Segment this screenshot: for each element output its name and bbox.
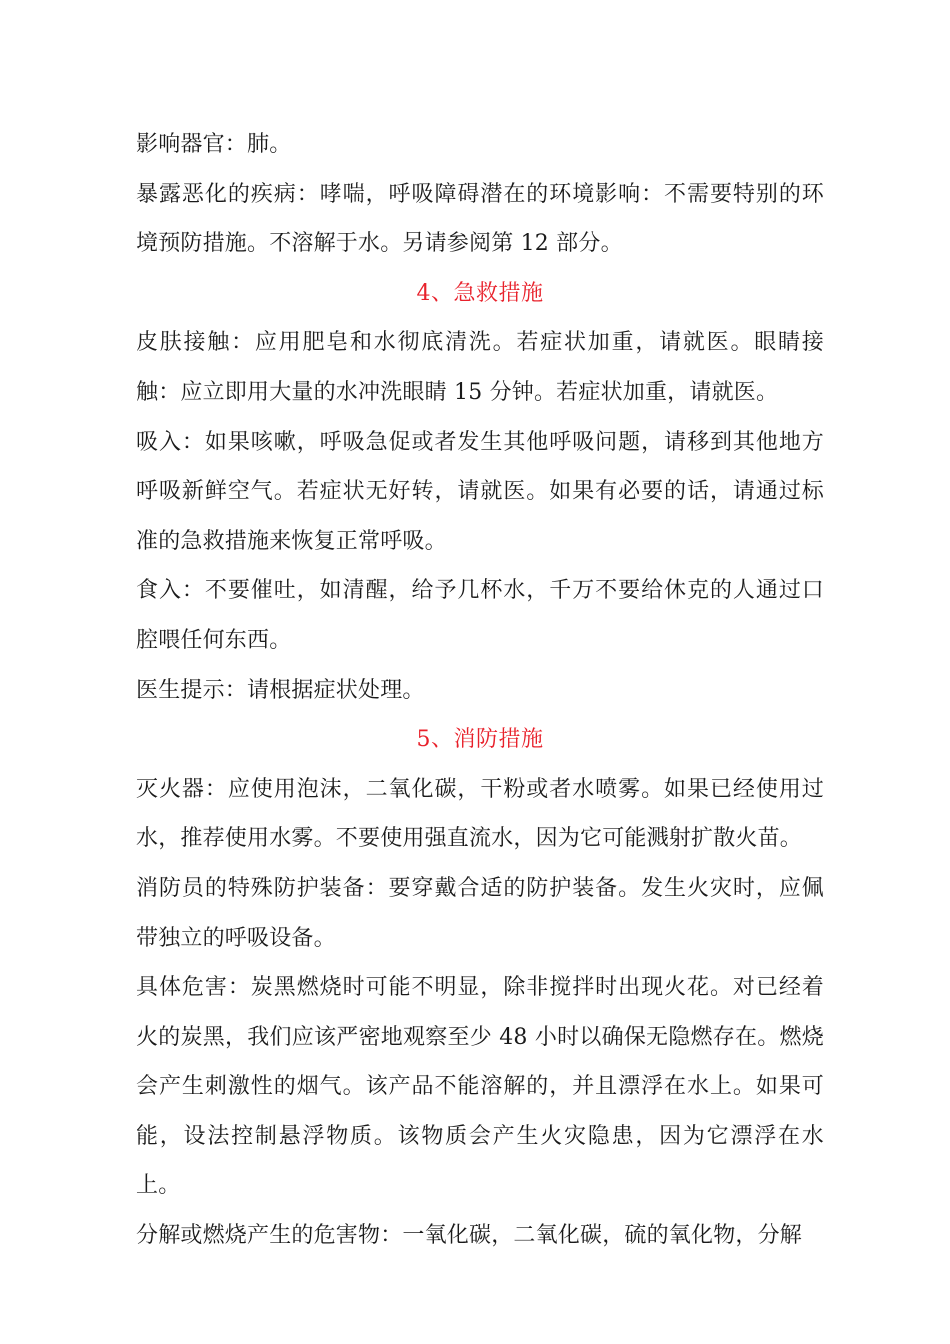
section-heading-firefighting: 5、消防措施 <box>416 727 544 753</box>
document-body <box>136 120 824 1261</box>
paragraph-physician-note: 医生提示：请根据症状处理。 <box>136 677 425 703</box>
paragraph-skin-eye-contact: 皮肤接触：应用肥皂和水彻底清洗。若症状加重，请就医。眼睛接触：应立即用大量的水冲洗眼睛 15 分钟。若症状加重，请就医。 <box>136 330 824 405</box>
paragraph-firefighter-equipment: 消防员的特殊防护装备：要穿戴合适的防护装备。发生火灾时，应佩带独立的呼吸设备。 <box>136 875 824 951</box>
paragraph-aggravated-diseases: 暴露恶化的疾病：哮喘，呼吸障碍潜在的环境影响：不需要特别的环境预防措施。不溶解于水。另请参阅第 12 部分。 <box>136 181 824 257</box>
paragraph-ingestion: 食入：不要催吐，如清醒，给予几杯水，千万不要给休克的人通过口腔喂任何东西。 <box>136 578 824 653</box>
paragraph-inhalation: 吸入：如果咳嗽，呼吸急促或者发生其他呼吸问题，请移到其他地方呼吸新鲜空气。若症状无好转，请就医。如果有必要的话，请通过标准的急救措施来恢复正常呼吸。 <box>136 429 824 554</box>
paragraph-decomposition-products: 分解或燃烧产生的危害物：一氧化碳，二氧化碳，硫的氧化物，分解 <box>136 1223 803 1249</box>
paragraph-affected-organs: 影响器官：肺。 <box>136 132 292 157</box>
section-heading-first-aid: 4、急救措施 <box>416 280 544 306</box>
paragraph-specific-hazards: 具体危害：炭黑燃烧时可能不明显，除非搅拌时出现火花。对已经着火的炭黑，我们应该严密地观察至少 48 小时以确保无隐燃存在。燃烧会产生刺激性的烟气。该产品不能溶解的，并且漂浮在水上。如果可能，设法控制悬浮物质。该物质会产生火灾隐患，因为它漂浮在水上。 <box>136 975 824 1199</box>
paragraph-extinguishing-media: 灭火器：应使用泡沫，二氧化碳，干粉或者水喷雾。如果已经使用过水，推荐使用水雾。不要使用强直流水，因为它可能溅射扩散火苗。 <box>136 776 824 852</box>
